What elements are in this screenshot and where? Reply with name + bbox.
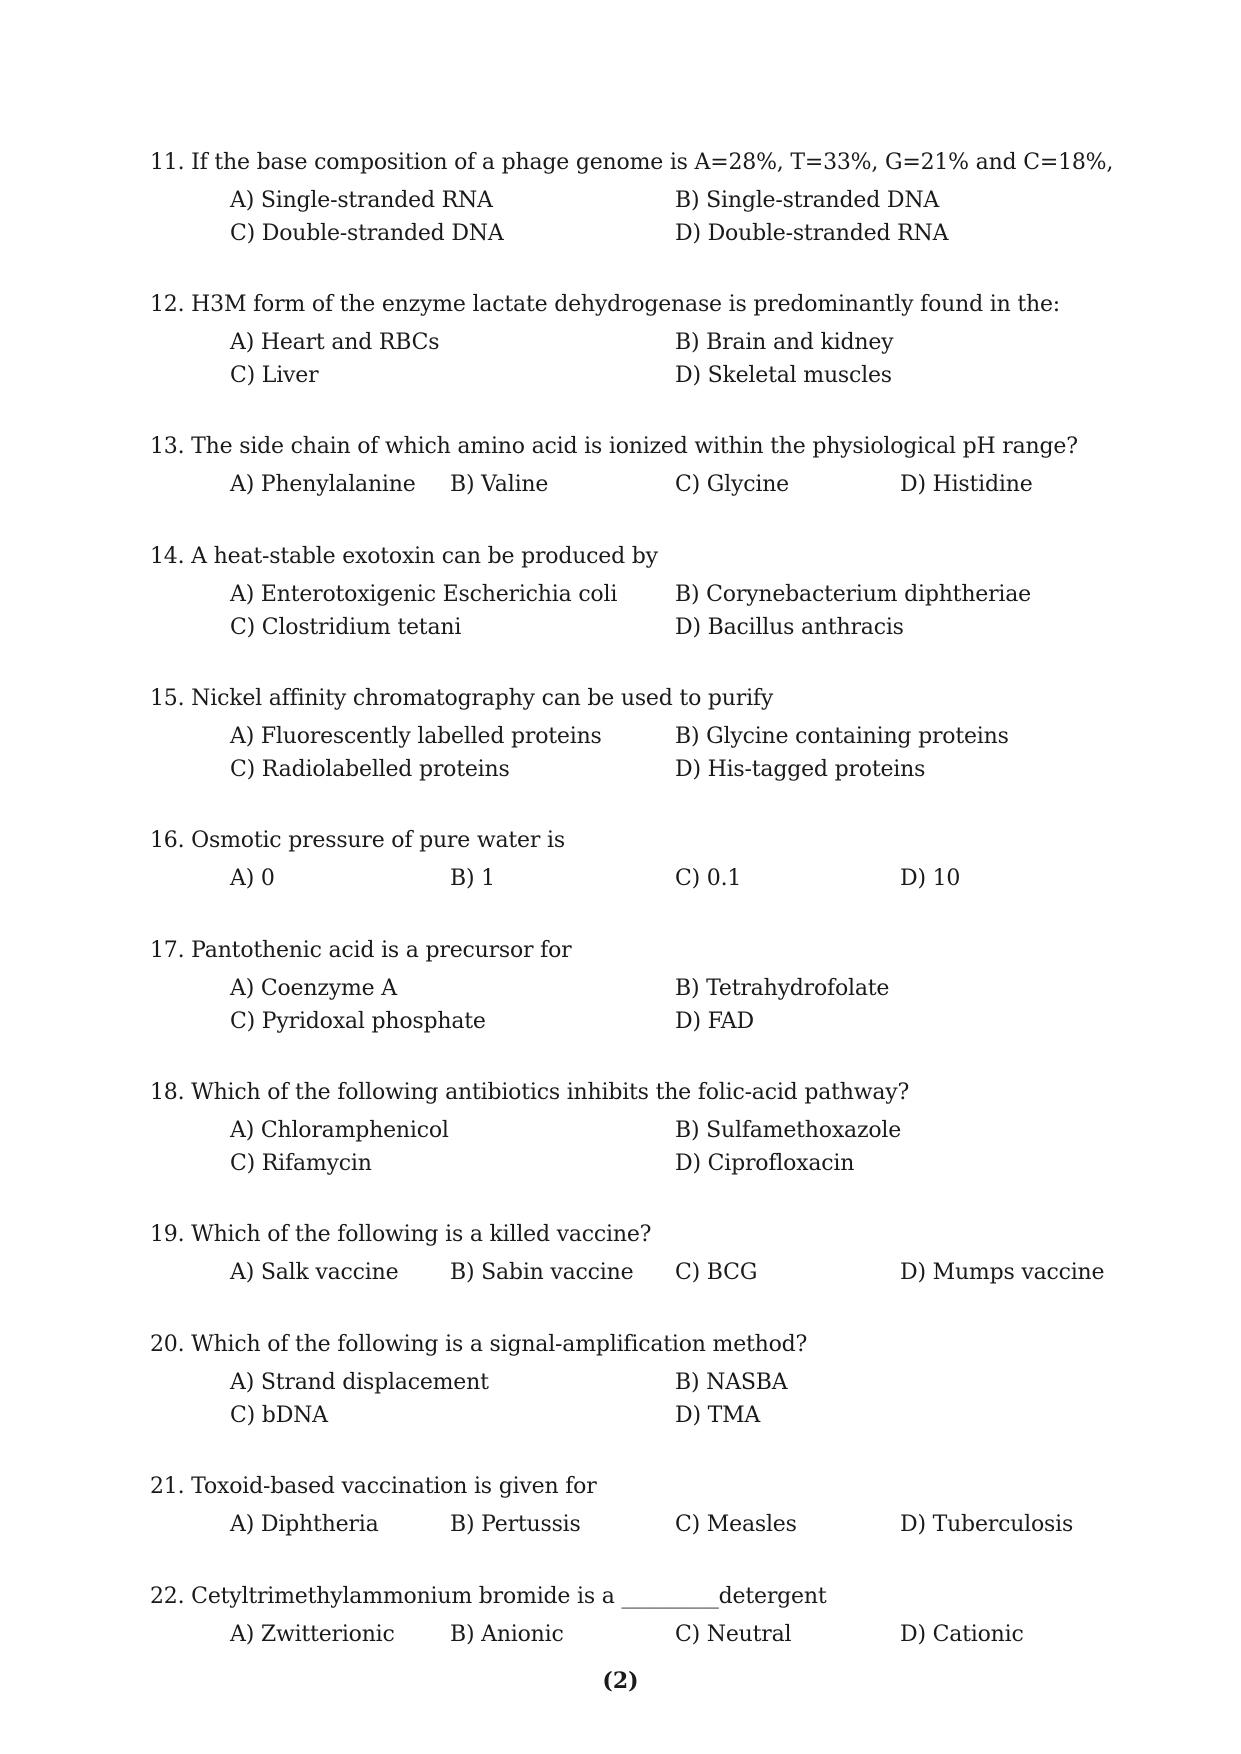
option-a: A) Heart and RBCs bbox=[230, 330, 440, 355]
option-b: B) Tetrahydrofolate bbox=[675, 976, 890, 1001]
option-d: D) Bacillus anthracis bbox=[675, 615, 904, 640]
option-a: A) Fluorescently labelled proteins bbox=[230, 724, 602, 749]
option-a: A) Zwitterionic bbox=[230, 1622, 395, 1647]
question-text: 11. If the base composition of a phage genome is A=28%, T=33%, G=21% and C=18%, bbox=[150, 150, 1114, 175]
option-d: D) Cationic bbox=[900, 1622, 1024, 1647]
question-text: 15. Nickel affinity chromatography can be used to purify bbox=[150, 686, 774, 711]
option-b: B) Sabin vaccine bbox=[450, 1260, 634, 1285]
question-12 bbox=[150, 290, 1150, 394]
question-text: 14. A heat-stable exotoxin can be produced by bbox=[150, 544, 658, 569]
options bbox=[150, 328, 1150, 394]
question-15 bbox=[150, 684, 1150, 788]
option-a: A) Strand displacement bbox=[230, 1370, 489, 1395]
option-c: C) Clostridium tetani bbox=[230, 615, 462, 640]
option-b: B) Single-stranded DNA bbox=[675, 188, 940, 213]
question-text: 19. Which of the following is a killed vaccine? bbox=[150, 1222, 652, 1247]
option-b: B) 1 bbox=[450, 866, 495, 891]
option-a: A) Chloramphenicol bbox=[230, 1118, 449, 1143]
options bbox=[150, 1368, 1150, 1434]
options bbox=[150, 1116, 1150, 1182]
question-text: 20. Which of the following is a signal-amplification method? bbox=[150, 1332, 808, 1357]
option-c: C) Glycine bbox=[675, 472, 789, 497]
options bbox=[150, 580, 1150, 646]
option-d: D) FAD bbox=[675, 1009, 754, 1034]
question-16 bbox=[150, 826, 1150, 897]
options bbox=[150, 1258, 1150, 1291]
option-c: C) 0.1 bbox=[675, 866, 742, 891]
option-b: B) Valine bbox=[450, 472, 549, 497]
question-20 bbox=[150, 1330, 1150, 1434]
options bbox=[150, 722, 1150, 788]
options bbox=[150, 470, 1150, 503]
question-19 bbox=[150, 1220, 1150, 1291]
option-b: B) Anionic bbox=[450, 1622, 564, 1647]
option-d: D) Ciprofloxacin bbox=[675, 1151, 855, 1176]
option-d: D) Tuberculosis bbox=[900, 1512, 1074, 1537]
option-b: B) Glycine containing proteins bbox=[675, 724, 1009, 749]
options bbox=[150, 974, 1150, 1040]
options bbox=[150, 1510, 1150, 1543]
option-a: A) 0 bbox=[230, 866, 275, 891]
option-a: A) Phenylalanine bbox=[230, 472, 416, 497]
question-11 bbox=[150, 148, 1150, 252]
option-c: C) Pyridoxal phosphate bbox=[230, 1009, 486, 1034]
option-b: B) Corynebacterium diphtheriae bbox=[675, 582, 1032, 607]
page-number: (2) bbox=[602, 1668, 639, 1694]
question-text: 18. Which of the following antibiotics inhibits the folic-acid pathway? bbox=[150, 1080, 910, 1105]
options bbox=[150, 186, 1150, 252]
option-a: A) Salk vaccine bbox=[230, 1260, 399, 1285]
option-a: A) Diphtheria bbox=[230, 1512, 379, 1537]
option-c: C) Neutral bbox=[675, 1622, 792, 1647]
options bbox=[150, 864, 1150, 897]
option-c: C) Liver bbox=[230, 363, 319, 388]
option-a: A) Coenzyme A bbox=[230, 976, 397, 1001]
question-text: 21. Toxoid-based vaccination is given for bbox=[150, 1474, 597, 1499]
option-d: D) 10 bbox=[900, 866, 961, 891]
question-text: 12. H3M form of the enzyme lactate dehydrogenase is predominantly found in the: bbox=[150, 292, 1061, 317]
question-17 bbox=[150, 936, 1150, 1040]
option-c: C) BCG bbox=[675, 1260, 758, 1285]
option-c: C) Rifamycin bbox=[230, 1151, 372, 1176]
option-c: C) bDNA bbox=[230, 1403, 328, 1428]
question-18 bbox=[150, 1078, 1150, 1182]
option-d: D) Double-stranded RNA bbox=[675, 221, 949, 246]
option-d: D) Skeletal muscles bbox=[675, 363, 892, 388]
question-text: 22. Cetyltrimethylammonium bromide is a _________detergent bbox=[150, 1584, 827, 1609]
option-d: D) TMA bbox=[675, 1403, 761, 1428]
question-text: 13. The side chain of which amino acid is ionized within the physiological pH range? bbox=[150, 434, 1078, 459]
option-d: D) His-tagged proteins bbox=[675, 757, 926, 782]
option-b: B) Sulfamethoxazole bbox=[675, 1118, 902, 1143]
option-b: B) Pertussis bbox=[450, 1512, 581, 1537]
question-text: 17. Pantothenic acid is a precursor for bbox=[150, 938, 572, 963]
question-13 bbox=[150, 432, 1150, 503]
option-b: B) NASBA bbox=[675, 1370, 788, 1395]
option-b: B) Brain and kidney bbox=[675, 330, 894, 355]
question-text: 16. Osmotic pressure of pure water is bbox=[150, 828, 565, 853]
option-d: D) Histidine bbox=[900, 472, 1033, 497]
options bbox=[150, 1620, 1150, 1653]
option-c: C) Measles bbox=[675, 1512, 797, 1537]
option-c: C) Radiolabelled proteins bbox=[230, 757, 510, 782]
option-a: A) Single-stranded RNA bbox=[230, 188, 493, 213]
question-21 bbox=[150, 1472, 1150, 1543]
option-c: C) Double-stranded DNA bbox=[230, 221, 504, 246]
question-22 bbox=[150, 1582, 1150, 1653]
question-14 bbox=[150, 542, 1150, 646]
option-a: A) Enterotoxigenic Escherichia coli bbox=[230, 582, 618, 607]
option-d: D) Mumps vaccine bbox=[900, 1260, 1105, 1285]
